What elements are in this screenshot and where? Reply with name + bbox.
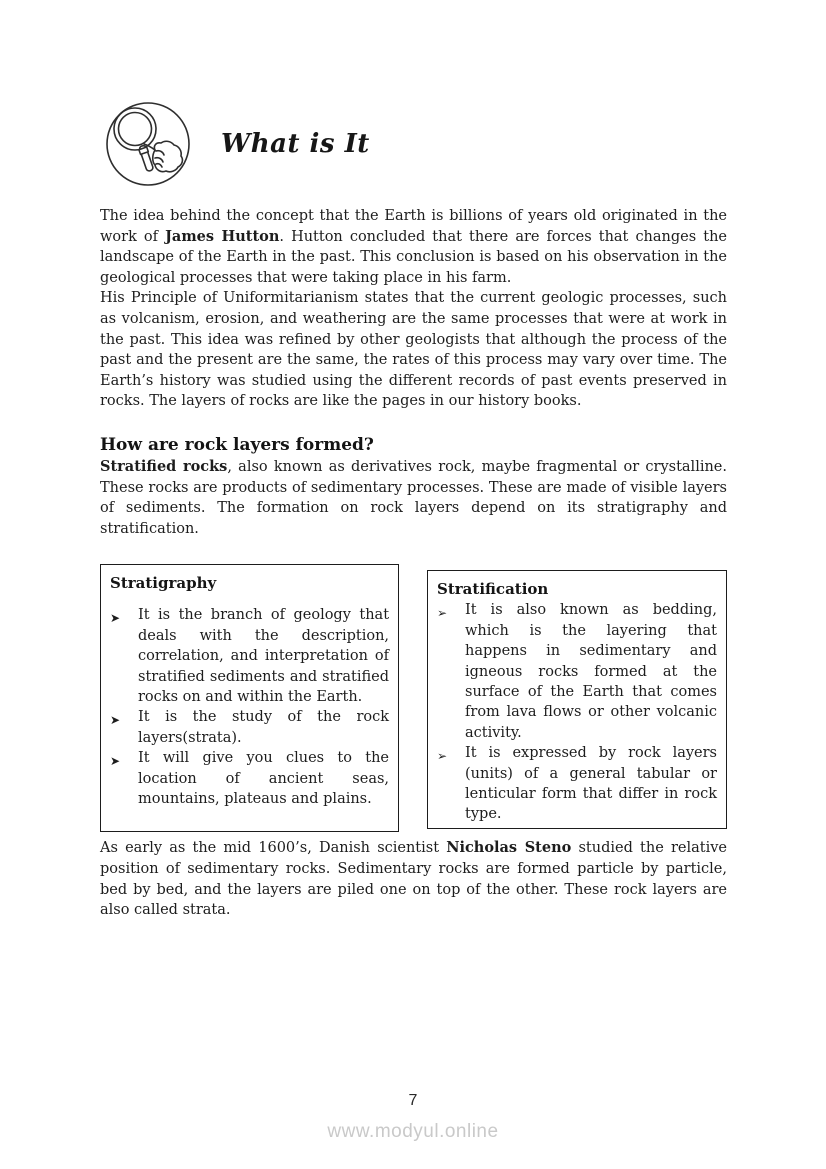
paragraph-hutton-text-cont: . Hutton concluded that there are forces that changes the landscape of the Earth in the past. This conclusion is based on his observation in the geological processes that were taking place in his farm. (100, 228, 727, 286)
james-hutton-bold: James Hutton (165, 227, 280, 245)
definition-boxes (100, 564, 727, 838)
arrow-bullet-icon: ➢ (437, 748, 448, 763)
paragraph-hutton-text: The idea behind the concept that the Earth is billions of years old originated in the work of (100, 208, 727, 245)
stratigraphy-box (100, 564, 399, 832)
magnifier-hand-icon-svg (104, 100, 192, 188)
page-number: 7 (408, 1092, 418, 1109)
list-item-text: It is also known as bedding, which is the layering that happens in sedimentary and igneous rocks formed at the surface of the Earth that comes from lava flows or other volcanic activity. (465, 602, 717, 741)
stratified-rocks-bold: Stratified rocks (100, 457, 228, 475)
paragraph-hutton (100, 206, 727, 288)
subheading-rock-layers: How are rock layers formed? (100, 434, 374, 455)
list-item (437, 743, 717, 825)
list-item-text: It is expressed by rock layers (units) of a general tabular or lenticular form that differ in rock type. (465, 745, 717, 823)
arrow-bullet-icon: ➤ (110, 610, 121, 625)
list-item (110, 748, 389, 809)
stratification-box (427, 570, 727, 829)
list-item (110, 605, 389, 707)
magnifier-hand-icon (104, 100, 192, 188)
main-content (100, 206, 727, 921)
paragraph-steno-text-cont: studied the relative position of sedimentary rocks. Sedimentary rocks are formed particle by particle, bed by bed, and the layers are piled one on top of the other. These rock layers are also called strata. (100, 840, 727, 919)
arrow-bullet-icon: ➢ (437, 605, 448, 620)
list-item-text: It is the study of the rock layers(strata). (138, 709, 390, 746)
list-item (437, 600, 717, 743)
watermark: www.modyul.online (327, 1121, 499, 1142)
paragraph-stratified-rocks (100, 457, 727, 539)
paragraph-steno-text: As early as the mid 1600’s, Danish scientist (100, 840, 447, 857)
list-item (110, 707, 389, 748)
nicholas-steno-bold: Nicholas Steno (446, 839, 572, 857)
arrow-bullet-icon: ➤ (110, 753, 121, 768)
list-item-text: It will give you clues to the location of ancient seas, mountains, plateaus and plains. (138, 750, 390, 807)
stratification-box-title: Stratification (437, 580, 549, 599)
paragraph-stratified-text: , also known as derivatives rock, maybe fragmental or crystalline. These rocks are products of sedimentary processes. These are made of visible layers of sediments. The formation on rock layers depend on its stratigraphy and stratification. (100, 458, 727, 537)
paragraph-uniformitarianism: His Principle of Uniformitarianism states that the current geologic processes, such as volcanism, erosion, and weathering are the same processes that were at work in the past. This idea was refined by other geologists that although the process of the past and the present are the same, the rates of this process may vary over time. The Earth’s history was studied using the different records of past events preserved in rocks. The layers of rocks are like the pages in our history books. (100, 290, 727, 410)
paragraph-steno (100, 838, 727, 920)
list-item-text: It is the branch of geology that deals with the description, correlation, and interpretation of stratified sediments and stratified rocks on and within the Earth. (138, 607, 390, 705)
page-title: What is It (221, 129, 370, 159)
arrow-bullet-icon: ➤ (110, 712, 121, 727)
stratigraphy-box-title: Stratigraphy (110, 574, 217, 593)
